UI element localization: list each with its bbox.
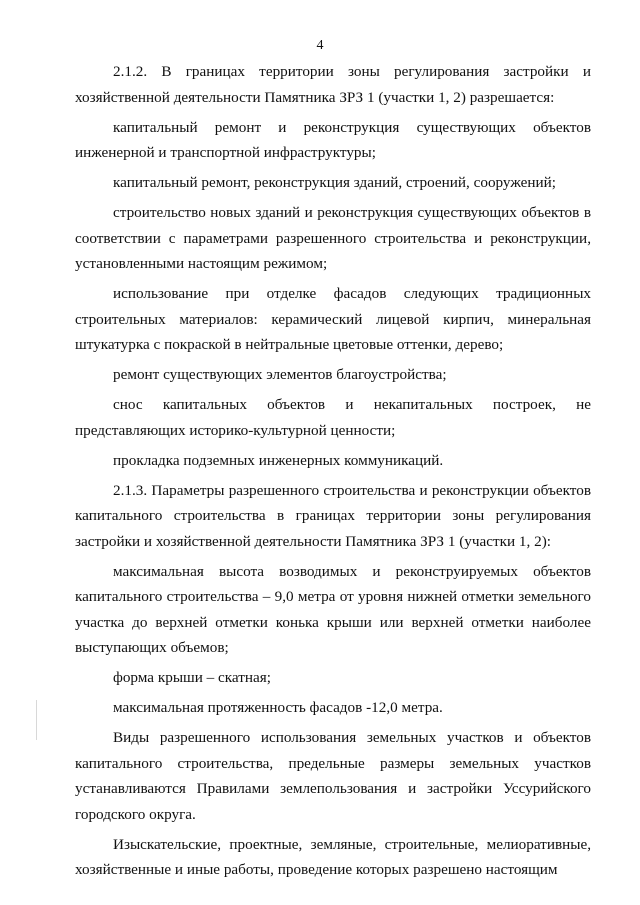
page-number: 4 xyxy=(316,38,324,53)
paragraph-roof-shape: форма крыши – скатная; xyxy=(113,669,271,686)
paragraph-2-1-2-intro: 2.1.2. В границах территории зоны регулирования застройки и хозяйственной деятельности Памятника ЗРЗ 1 (участки 1, 2) разрешается: xyxy=(75,63,591,106)
paragraph-max-height: максимальная высота возводимых и реконструируемых объектов капитального строительства – 9,0 метра от уровня нижней отметки земельного участка до верхней отметки конька крыши или верхней отметки наиболее выступающих объемов; xyxy=(75,562,591,656)
document-body xyxy=(75,59,591,883)
paragraph-underground-utilities: прокладка подземных инженерных коммуникаций. xyxy=(113,451,444,469)
paragraph-facade-length: максимальная протяженность фасадов -12,0 метра. xyxy=(113,699,443,716)
margin-mark xyxy=(36,700,37,740)
paragraph-new-construction: строительство новых зданий и реконструкция существующих объектов в соответствии с параметрами разрешенного строительства и реконструкции, установленными настоящим режимом; xyxy=(75,204,591,272)
paragraph-land-use: Виды разрешенного использования земельных участков и объектов капитального строительства, предельные размеры земельных участков устанавливаются Правилами землепользования и застройки Уссурийского городского округа. xyxy=(75,729,591,823)
paragraph-works: Изыскательские, проектные, земляные, строительные, мелиоративные, хозяйственные и иные работы, проведение которых разрешено настоящим xyxy=(75,835,591,878)
paragraph-demolition: снос капитальных объектов и некапитальных построек, не представляющих историко-культурной ценности; xyxy=(75,396,591,439)
paragraph-2-1-3-intro: 2.1.3. Параметры разрешенного строительства и реконструкции объектов капитального строительства в границах территории зоны регулирования застройки и хозяйственной деятельности Памятника ЗРЗ 1 (участки 1, 2): xyxy=(75,481,591,550)
paragraph-landscaping-repair: ремонт существующих элементов благоустройства; xyxy=(113,366,447,383)
paragraph-buildings-repair: капитальный ремонт, реконструкция зданий, строений, сооружений; xyxy=(113,174,556,191)
paragraph-facade-materials: использование при отделке фасадов следующих традиционных строительных материалов: керамический лицевой кирпич, минеральная штукатурка с покраской в нейтральные цветовые оттенки, дерево; xyxy=(75,285,591,353)
paragraph-infrastructure-repair: капитальный ремонт и реконструкция существующих объектов инженерной и транспортной инфраструктуры; xyxy=(75,118,591,161)
